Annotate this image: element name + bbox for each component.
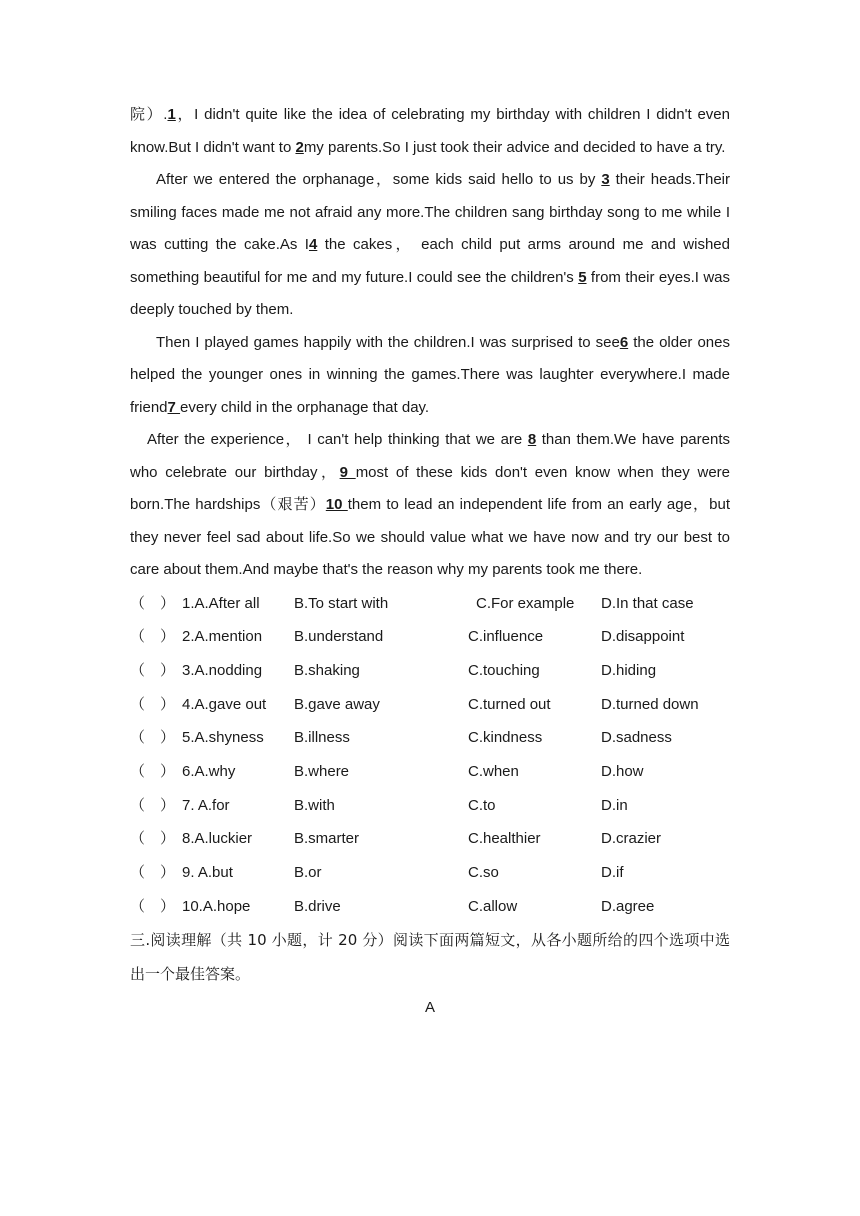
passage-text: ，I didn't quite like the idea of celebrating my birthday with children I didn't even know.But I didn't want to bbox=[130, 106, 730, 156]
option-c: C.so bbox=[468, 864, 499, 881]
answer-paren: （ ） bbox=[130, 864, 176, 881]
option-c: C.to bbox=[468, 796, 496, 814]
option-a: 5.A.shyness bbox=[182, 729, 264, 747]
option-row-2 bbox=[130, 620, 730, 654]
option-row-3 bbox=[130, 654, 730, 688]
passage-text: their heads.Their smiling faces made me not afraid any more.The children sang birthday song to me while I was cutting the cake.As I bbox=[130, 171, 730, 253]
option-row-10 bbox=[130, 890, 730, 924]
passage-text: than them.We have parents who celebrate our birthday， bbox=[130, 431, 730, 481]
answer-paren: （ ） bbox=[130, 661, 176, 679]
option-b: B.To start with bbox=[294, 594, 389, 612]
option-row-6 bbox=[130, 755, 730, 789]
option-row-5 bbox=[130, 721, 730, 755]
blank-2: 2 bbox=[295, 138, 304, 156]
option-b: B.smarter bbox=[294, 830, 360, 848]
blank-6: 6 bbox=[619, 333, 629, 351]
passage-text: my parents.So I just took their advice and decided to have a try. bbox=[303, 138, 726, 156]
answer-paren: （ ） bbox=[130, 729, 176, 747]
option-a: 8.A.luckier bbox=[182, 830, 253, 848]
passage-text: Then I played games happily with the children.I was surprised to see bbox=[156, 333, 620, 351]
passage-text: every child in the orphanage that day. bbox=[180, 398, 430, 416]
option-d: D.disappoint bbox=[601, 628, 685, 646]
option-row-9 bbox=[130, 856, 730, 890]
option-d: D.sadness bbox=[601, 729, 672, 747]
answer-paren: （ ） bbox=[130, 762, 176, 780]
option-row-4 bbox=[130, 688, 730, 722]
answer-paren: （ ） bbox=[130, 897, 176, 915]
option-a: 3.A.nodding bbox=[182, 661, 263, 679]
part-label: A bbox=[424, 999, 435, 1017]
option-c: C.healthier bbox=[468, 830, 541, 848]
option-b: B.with bbox=[294, 796, 335, 814]
option-c: C.allow bbox=[468, 897, 518, 915]
answer-paren: （ ） bbox=[130, 628, 176, 646]
option-b: B.where bbox=[294, 762, 350, 780]
option-d: D.turned down bbox=[601, 695, 699, 713]
option-a: 1.A.After all bbox=[182, 594, 260, 612]
document-page bbox=[130, 99, 730, 1025]
answer-paren: （ ） bbox=[130, 695, 176, 713]
option-d: D.in bbox=[601, 796, 628, 814]
option-a: 2.A.mention bbox=[182, 628, 263, 646]
option-c: C.when bbox=[468, 762, 519, 780]
option-b: B.or bbox=[294, 864, 322, 881]
option-b: B.understand bbox=[294, 628, 384, 646]
option-d: D.if bbox=[601, 864, 624, 881]
option-c: C.For example bbox=[476, 594, 575, 612]
option-b: B.drive bbox=[294, 897, 341, 915]
passage-text: the cakes， each child put arms around me and wished something beautiful for me and my future.I could see the children's bbox=[130, 236, 730, 286]
blank-7: 7 bbox=[167, 398, 181, 416]
passage-text: the older ones helped the younger ones in winning the games.There was laughter everywhere.I made friend bbox=[130, 333, 730, 416]
answer-paren: （ ） bbox=[130, 830, 176, 848]
passage-paragraph-1 bbox=[130, 99, 730, 164]
option-a: 7. A.for bbox=[182, 796, 230, 814]
passage-text: most of these kids don't even know when they were born.The hardships（艰苦） bbox=[130, 463, 730, 513]
options-list bbox=[130, 587, 730, 924]
option-d: D.In that case bbox=[601, 594, 694, 612]
option-a: 10.A.hope bbox=[182, 897, 251, 915]
option-c: C.kindness bbox=[468, 729, 543, 747]
option-row-7 bbox=[130, 789, 730, 823]
passage-text: them to lead an independent life from an early age，but they never feel sad about life.So we should value what we have now and try our best to care about them.And maybe that's the reason why my parents took me there. bbox=[130, 496, 730, 578]
passage-text: After the experience， I can't help thinking that we are bbox=[147, 431, 528, 448]
option-d: D.agree bbox=[601, 897, 655, 915]
option-row-1 bbox=[130, 587, 730, 621]
blank-10: 10 bbox=[325, 496, 348, 513]
blank-9: 9 bbox=[339, 463, 356, 481]
passage-text: from their eyes.I was deeply touched by them. bbox=[130, 268, 731, 318]
option-d: D.hiding bbox=[601, 661, 657, 679]
option-d: D.how bbox=[601, 762, 644, 780]
passage-paragraph-3 bbox=[130, 327, 730, 425]
blank-5: 5 bbox=[578, 268, 587, 286]
option-b: B.gave away bbox=[294, 695, 380, 713]
answer-paren: （ ） bbox=[130, 796, 176, 814]
passage-paragraph-4 bbox=[130, 424, 730, 587]
option-row-8 bbox=[130, 822, 730, 856]
blank-8: 8 bbox=[527, 431, 537, 448]
passage-text: 院）. bbox=[130, 106, 168, 123]
answer-paren: （ ） bbox=[130, 594, 176, 612]
option-a: 6.A.why bbox=[182, 762, 236, 780]
passage-text: After we entered the orphanage，some kids said hello to us by bbox=[156, 171, 602, 188]
section-heading: 三.阅读理解（共 10 小题，计 20 分）阅读下面两篇短文，从各小题所给的四个选项中选出一个最佳答案。 bbox=[130, 931, 730, 984]
option-a: 9. A.but bbox=[182, 864, 233, 881]
option-b: B.shaking bbox=[294, 661, 360, 679]
blank-4: 4 bbox=[308, 236, 318, 253]
option-a: 4.A.gave out bbox=[182, 695, 267, 713]
blank-1: 1 bbox=[167, 106, 176, 123]
option-d: D.crazier bbox=[601, 830, 662, 848]
option-c: C.influence bbox=[468, 628, 544, 646]
option-c: C.touching bbox=[468, 661, 540, 679]
option-c: C.turned out bbox=[468, 695, 551, 713]
passage-paragraph-2 bbox=[130, 164, 730, 327]
option-b: B.illness bbox=[294, 729, 350, 747]
blank-3: 3 bbox=[601, 171, 610, 188]
